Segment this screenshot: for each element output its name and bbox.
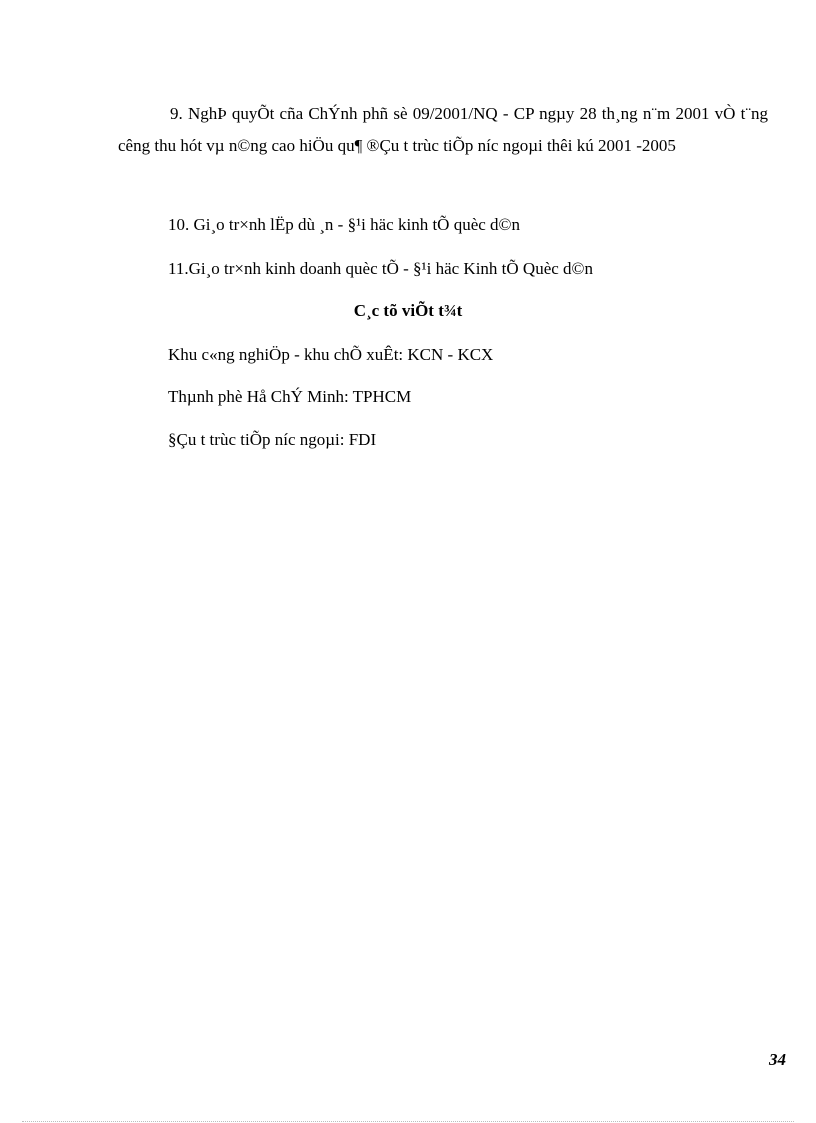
abbreviation-item: Khu c«ng nghiÖp - khu chÕ xuÊt: KCN - KCX — [168, 345, 494, 364]
abbreviation-item: §Çu t trùc tiÕp níc ngoµi: FDI — [168, 430, 377, 449]
abbreviations-title: C¸c tõ viÕt t¾t — [353, 301, 463, 320]
abbreviation-item: Thµnh phè Hå ChÝ Minh: TPHCM — [168, 387, 412, 406]
page-number: 34 — [769, 1050, 786, 1069]
footer-dotted-rule — [22, 1121, 794, 1122]
reference-item-11: 11.Gi¸o tr×nh kinh doanh quèc tÕ - §¹i häc Kinh tÕ Quèc d©n — [168, 259, 593, 278]
reference-item-9 — [118, 98, 768, 162]
reference-item-10: 10. Gi¸o tr×nh lËp dù ¸n - §¹i häc kinh tÕ quèc d©n — [168, 215, 520, 234]
reference-text-9: 9. NghÞ quyÕt cña ChÝnh phñ sè 09/2001/NQ - CP ngµy 28 th¸ng n¨m 2001 vÒ t¨ng cêng thu hót vµ n©ng cao hiÖu qu¶ ®Çu t trùc tiÕp níc ngoµi thêi kú 2001 -2005 — [118, 104, 768, 155]
